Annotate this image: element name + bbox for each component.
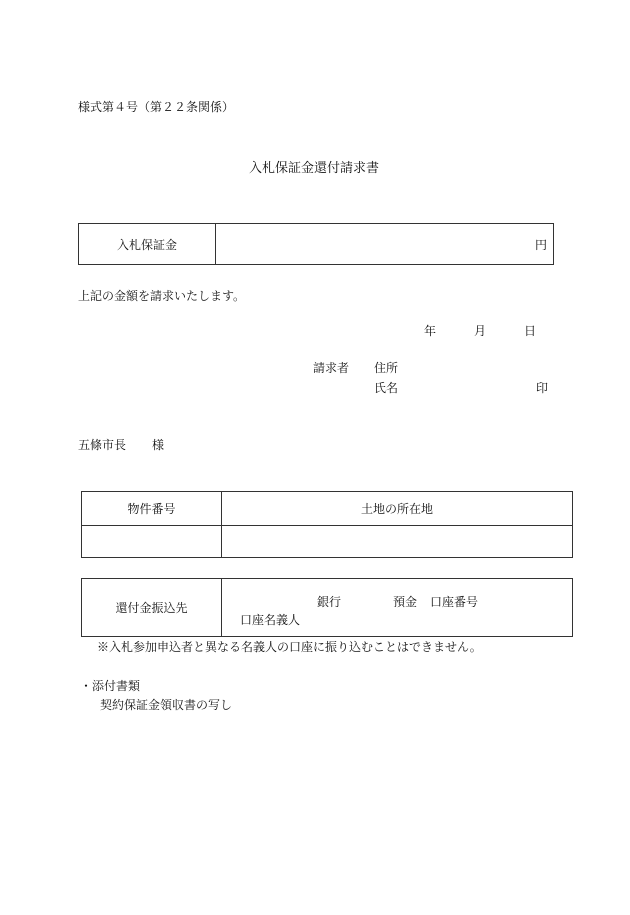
claimant-address-label: 住所 [374,361,399,375]
bank-label: 銀行 [317,595,342,609]
deposit-unit: 円 [534,237,547,252]
seal-mark: 印 [536,381,549,395]
claimant-name-label: 氏名 [374,381,399,395]
claimant-label: 請求者 [313,361,350,375]
property-number-header: 物件番号 [82,492,222,526]
property-table [81,491,573,558]
refund-table [81,578,573,637]
form-number: 様式第４号（第２２条関係） [78,100,235,114]
property-number-cell[interactable] [82,526,222,558]
deposit-amount-field[interactable] [216,224,554,265]
addressee-honorific: 様 [152,438,165,452]
addressee-name: 五條市長 [78,438,127,452]
refund-destination-label: 還付金振込先 [82,579,222,637]
date-month: 月 [474,324,487,338]
land-location-header: 土地の所在地 [222,492,573,526]
attachments-heading: ・添付書類 [80,679,141,693]
deposit-table [78,223,554,265]
transfer-note: ※入札参加申込者と異なる名義人の口座に振り込むことはできません。 [97,640,482,654]
date-day: 日 [524,324,537,338]
attachment-item: 契約保証金領収書の写し [100,698,233,712]
account-number-label: 口座番号 [430,595,479,609]
deposit-label: 入札保証金 [79,224,216,265]
deposit-type-label: 預金 [393,595,418,609]
request-text: 上記の金額を請求いたします。 [78,289,246,303]
document-title: 入札保証金還付請求書 [249,161,380,176]
date-year: 年 [424,324,437,338]
refund-destination-cell[interactable] [222,579,573,637]
account-holder-label: 口座名義人 [240,613,301,627]
land-location-cell[interactable] [222,526,573,558]
